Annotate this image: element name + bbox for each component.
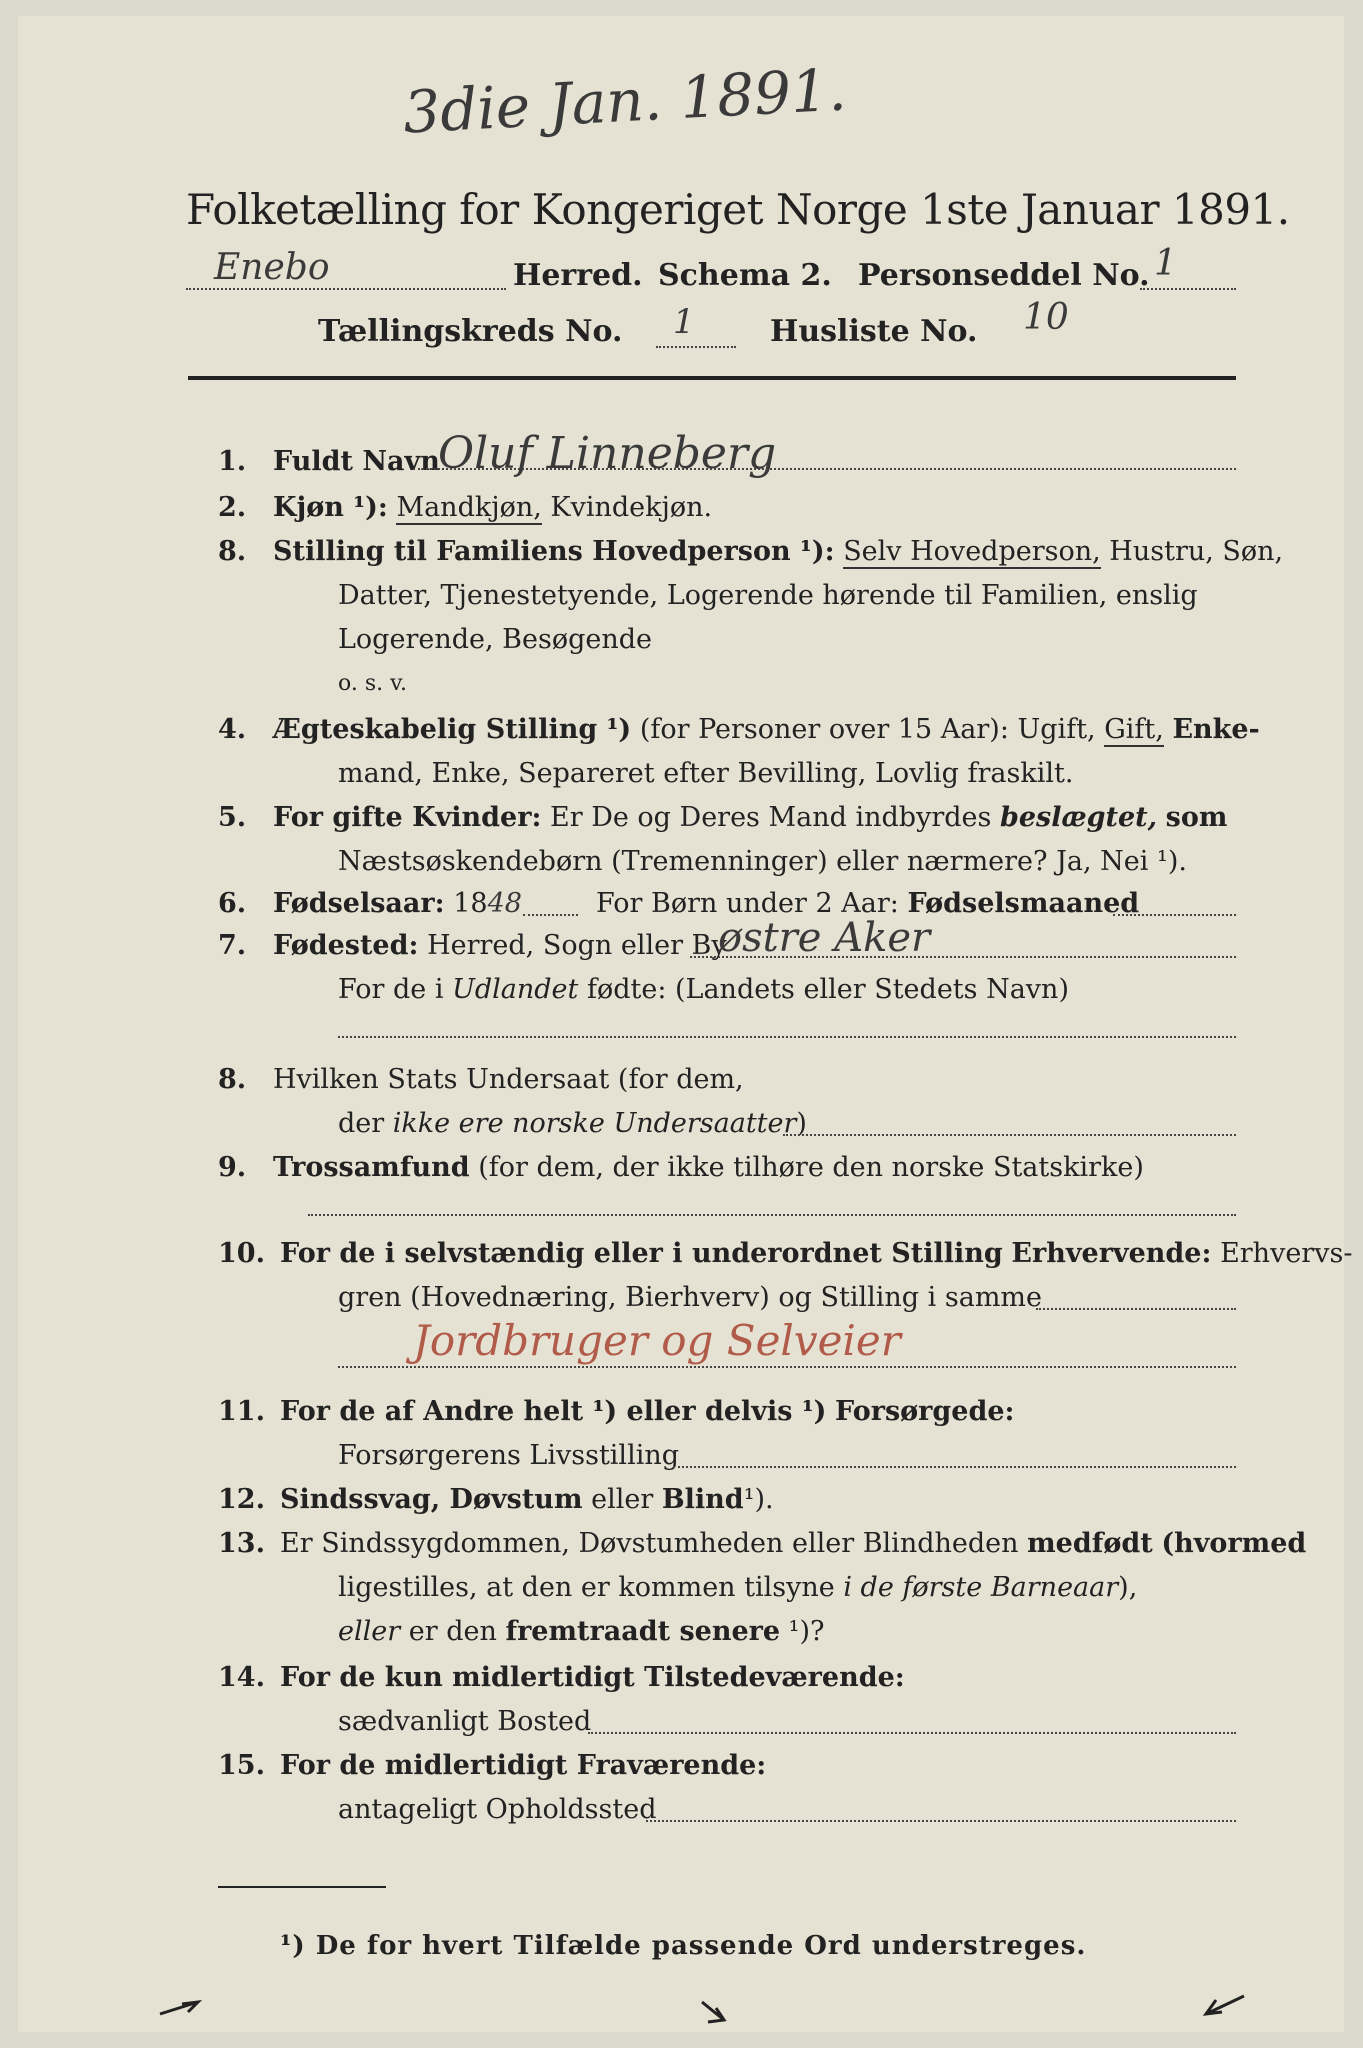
birthplace-value: østre Aker: [718, 915, 931, 961]
item-5-rest: Er De og Deres Mand indbyrdes: [550, 802, 992, 833]
item-3-number: 8.: [218, 536, 247, 567]
opholdssted-dotted-line: [646, 1820, 1236, 1822]
schema-label: Schema 2.: [658, 258, 832, 293]
item-10-label: For de i selvstændig eller i underordnet Stilling: [280, 1238, 1003, 1269]
census-form: [18, 16, 1353, 2032]
option-selv-hovedperson: Selv Hovedperson,: [843, 536, 1101, 567]
item-8-rest: (for dem,: [617, 1064, 744, 1095]
item-3-line3: Logerende, Besøgende: [338, 624, 652, 655]
item-11-line2: Forsørgerens Livsstilling: [338, 1440, 680, 1471]
item-15-line2: antageligt Opholdssted: [338, 1794, 657, 1825]
item-5-number: 5.: [218, 802, 247, 833]
item-4-label: Ægteskabelig Stilling ¹): [273, 714, 632, 745]
item-13-line3c: ¹)?: [788, 1616, 825, 1647]
item-3-rest: Hustru, Søn,: [1109, 536, 1284, 567]
herred-label: Herred.: [513, 258, 643, 293]
item-12-rest: eller: [591, 1484, 654, 1515]
item-4-number: 4.: [218, 714, 247, 745]
item-7-number: 7.: [218, 930, 247, 961]
item-1-number: 1.: [218, 446, 247, 477]
item-8-number: 8.: [218, 1064, 247, 1095]
item-7-line2b: fødte: (Landets eller Stedets Navn): [586, 974, 1069, 1005]
page-title: Folketælling for Kongeriget Norge 1ste Januar 1891.: [186, 185, 1290, 234]
item-1-label: Fuldt Navn: [273, 446, 440, 477]
trossamfund-dotted-line: [308, 1214, 1236, 1216]
undersaat-dotted-line: [783, 1134, 1236, 1136]
item-3-label: Stilling til Familiens Hovedperson ¹):: [273, 536, 835, 567]
item-8-line2b: ): [796, 1108, 807, 1139]
item-8-ikke: ikke ere norske Undersaatter: [392, 1108, 797, 1139]
header-rule: [188, 376, 1236, 380]
item-13-line2c: ),: [1118, 1572, 1138, 1603]
handwritten-date: 3die Jan. 1891.: [401, 55, 848, 147]
item-8-label: Hvilken Stats Undersaat: [273, 1064, 610, 1095]
option-gift: Gift,: [1104, 714, 1164, 745]
item-4-rest: (for Personer over 15 Aar): Ugift,: [639, 714, 1096, 745]
item-8-line2a: der: [338, 1108, 385, 1139]
item-7-line2a: For de i: [338, 974, 444, 1005]
husliste-value: 10: [1023, 297, 1069, 338]
item-12-label: Sindssvag, Døvstum: [280, 1484, 583, 1515]
udlandet-dotted-line: [338, 1036, 1236, 1038]
registration-mark-right: [1198, 1992, 1248, 2022]
personseddel-value: 1: [1154, 243, 1177, 284]
item-6-label: Fødselsaar:: [273, 888, 445, 919]
item-7-label: Fødested:: [273, 930, 419, 961]
kreds-dotted-line: [656, 346, 736, 348]
item-9-label: Trossamfund: [273, 1152, 470, 1183]
item-7-rest: Herred, Sogn eller By: [427, 930, 727, 961]
item-13-hvormed: (hvormed: [1161, 1528, 1307, 1559]
footnote: ¹) De for hvert Tilfælde passende Ord understreges.: [280, 1931, 1087, 1961]
birth-year-dotted-line: [523, 914, 578, 916]
forsorger-dotted-line: [673, 1466, 1236, 1468]
item-9-rest: (for dem, der ikke tilhøre den norske Statskirke): [478, 1152, 1144, 1183]
kreds-label: Tællingskreds No.: [318, 314, 623, 349]
item-9-number: 9.: [218, 1152, 247, 1183]
birth-year-value: 48: [487, 888, 522, 919]
personseddel-dotted-line: [1140, 288, 1236, 290]
item-5-line2: Næstsøskendebørn (Tremenninger) eller nærmere? Ja, Nei ¹).: [338, 846, 1187, 877]
item-10-rest: Erhvervs-: [1220, 1238, 1353, 1269]
item-13-line3b: er den: [408, 1616, 497, 1647]
item-3-line4: o. s. v.: [338, 671, 407, 696]
footnote-rule: [218, 1886, 386, 1888]
maaned-dotted-line: [1113, 914, 1236, 916]
item-14-line2: sædvanligt Bosted: [338, 1706, 592, 1737]
item-6-born-label: For Børn under 2 Aar:: [596, 888, 899, 919]
item-4-line2: mand, Enke, Separeret efter Bevilling, Lovlig fraskilt.: [338, 758, 1074, 789]
option-kvindekjon: Kvindekjøn.: [550, 492, 713, 523]
occupation-value: Jordbruger og Selveier: [413, 1316, 901, 1365]
item-2-label: Kjøn ¹):: [273, 492, 388, 523]
item-13-line2b: i de første Barneaar: [843, 1572, 1119, 1603]
birth-year-prefix: 18: [453, 888, 488, 919]
registration-mark-center: [698, 1998, 728, 2034]
item-10-label2: Erhvervende:: [1011, 1238, 1212, 1269]
item-15-number: 15.: [218, 1750, 265, 1781]
item-4-enke: Enke-: [1172, 714, 1260, 745]
kreds-value: 1: [673, 302, 695, 342]
item-13-number: 13.: [218, 1528, 265, 1559]
bosted-dotted-line: [588, 1732, 1236, 1734]
item-13-fremtraadt: fremtraadt senere: [505, 1616, 781, 1647]
item-5-beslaegtet: beslægtet,: [999, 802, 1158, 833]
item-11-label2: Forsørgede:: [835, 1396, 1015, 1427]
name-dotted-line: [413, 468, 1236, 470]
item-7-udlandet: Udlandet: [452, 974, 579, 1005]
birthplace-dotted-line: [690, 956, 1236, 958]
erhverv-dotted-line-2: [338, 1366, 1236, 1368]
item-14-label: For de kun midlertidigt Tilstedeværende:: [280, 1662, 905, 1693]
erhverv-dotted-line-1: [1036, 1308, 1236, 1310]
item-13-medfodt: medfødt: [1027, 1528, 1153, 1559]
item-13-line1a: Er Sindssygdommen, Døvstumheden eller Blindheden: [280, 1528, 1019, 1559]
item-11-label: For de af Andre helt ¹) eller delvis ¹): [280, 1396, 827, 1427]
item-12-blind: Blind: [661, 1484, 744, 1515]
item-12-tail: ¹).: [743, 1484, 774, 1515]
item-13-line2a: ligestilles, at den er kommen tilsyne: [338, 1572, 835, 1603]
personseddel-label: Personseddel No.: [858, 258, 1150, 293]
item-5-label: For gifte Kvinder:: [273, 802, 542, 833]
option-mandkjon: Mandkjøn,: [396, 492, 542, 523]
item-15-label: For de midlertidigt Fraværende:: [280, 1750, 767, 1781]
item-13-eller: eller: [338, 1616, 401, 1647]
herred-value: Enebo: [214, 247, 330, 288]
item-14-number: 14.: [218, 1662, 265, 1693]
husliste-label: Husliste No.: [770, 314, 978, 349]
item-6-number: 6.: [218, 888, 247, 919]
item-10-line2: gren (Hovednæring, Bierhverv) og Stilling i samme: [338, 1282, 1043, 1313]
full-name-value: Oluf Linneberg: [438, 428, 777, 479]
item-2-number: 2.: [218, 492, 247, 523]
item-3-line2: Datter, Tjenestetyende, Logerende hørende til Familien, enslig: [338, 580, 1198, 611]
item-12-number: 12.: [218, 1484, 265, 1515]
item-10-number: 10.: [218, 1238, 265, 1269]
item-6-maaned: Fødselsmaaned: [907, 888, 1140, 919]
item-5-som: som: [1165, 802, 1228, 833]
registration-mark-left: [158, 1996, 218, 2020]
item-11-number: 11.: [218, 1396, 265, 1427]
herred-dotted-line: [186, 288, 506, 290]
